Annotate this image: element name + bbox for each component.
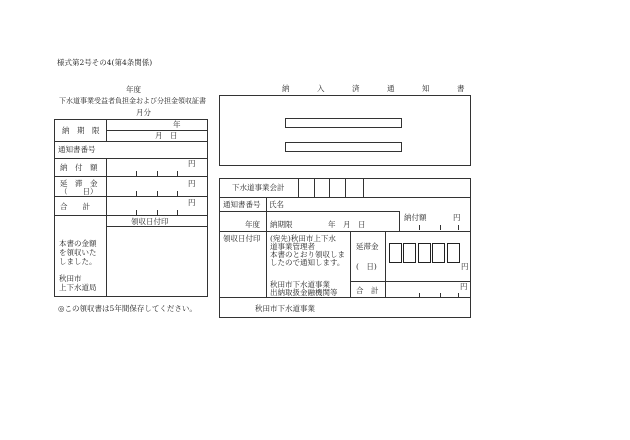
col-line bbox=[399, 211, 400, 231]
account-label: 下水道事業会計 bbox=[232, 183, 285, 192]
notice-footer: 秋田市下水道事業 bbox=[255, 304, 315, 313]
late-fee-label: 延 滞 金 bbox=[60, 179, 98, 188]
col-line bbox=[350, 231, 351, 297]
bank-text-2: 出納取扱金融機関等 bbox=[270, 288, 338, 297]
payment-amount-label: 納 付 額 bbox=[60, 163, 98, 172]
row-line bbox=[219, 231, 471, 232]
total-label: 合 計 bbox=[60, 202, 90, 211]
row-line bbox=[54, 158, 208, 159]
notice-year-label: 年度 bbox=[245, 220, 260, 229]
notice-text-4: したので通知します。 bbox=[270, 258, 345, 267]
amount-tick bbox=[177, 210, 178, 215]
notice-title: 納 入 済 通 知 書 bbox=[282, 84, 475, 93]
amount-tick bbox=[157, 171, 158, 176]
due-label: 納 期 限 bbox=[62, 126, 100, 135]
amount-tick bbox=[419, 225, 420, 230]
notice-top-box bbox=[219, 95, 471, 166]
digit-box bbox=[403, 243, 416, 263]
receipt-installment: 月分 bbox=[136, 108, 151, 117]
row-line bbox=[54, 196, 208, 197]
amount-tick bbox=[177, 191, 178, 196]
notice-due-date: 年 月 日 bbox=[328, 220, 366, 229]
row-line bbox=[54, 215, 208, 216]
notice-text-2: 道事業管理者 bbox=[270, 242, 315, 251]
account-cell-line bbox=[345, 178, 346, 197]
received-line-1: 本書の金額 bbox=[59, 239, 97, 248]
digit-box bbox=[389, 243, 402, 263]
amount-tick bbox=[136, 210, 137, 215]
amount-tick bbox=[136, 191, 137, 196]
row-line bbox=[219, 197, 471, 198]
amount-tick bbox=[440, 225, 441, 230]
col-line bbox=[266, 197, 267, 297]
payment-yen: 円 bbox=[188, 159, 196, 168]
receipt-title: 下水道事業受益者負担金および分担金領収証書 bbox=[59, 97, 206, 105]
digit-box bbox=[418, 243, 431, 263]
amount-tick bbox=[177, 171, 178, 176]
notice-text-3: 本書のとおり領収しま bbox=[270, 250, 345, 259]
notice-stamp-label: 領収日付印 bbox=[223, 234, 261, 243]
digit-box bbox=[447, 243, 460, 263]
issuer-line-2: 上下水道局 bbox=[59, 283, 97, 292]
name-field bbox=[285, 142, 402, 152]
row-line bbox=[106, 226, 208, 227]
name-label: 氏名 bbox=[269, 200, 284, 209]
total-yen: 円 bbox=[188, 198, 196, 207]
row-line bbox=[54, 176, 208, 177]
receipt-stamp-label: 領収日付印 bbox=[131, 217, 169, 226]
account-cell-line bbox=[329, 178, 330, 197]
notice-late-fee-label: 延滞金 bbox=[356, 242, 379, 251]
receipt-year-label: 年度 bbox=[126, 85, 141, 94]
row-line bbox=[219, 297, 471, 298]
digit-box bbox=[432, 243, 445, 263]
account-cell-line bbox=[298, 178, 299, 197]
notice-due-label: 納期限 bbox=[270, 220, 293, 229]
notice-text-1: (宛先)秋田市上下水 bbox=[270, 234, 336, 243]
due-year: 年 bbox=[173, 120, 181, 129]
notice-payment-label: 納付額 bbox=[404, 213, 427, 222]
notice-no-label-r: 通知書番号 bbox=[223, 200, 261, 209]
amount-tick bbox=[458, 225, 459, 230]
bank-text-1: 秋田市下水道事業 bbox=[270, 280, 330, 289]
notice-payment-yen: 円 bbox=[453, 213, 461, 222]
account-cell-line bbox=[363, 178, 364, 197]
late-fee-days: （ 日） bbox=[60, 187, 98, 196]
account-cell-line bbox=[314, 178, 315, 197]
row-line bbox=[219, 211, 399, 212]
amount-tick bbox=[157, 191, 158, 196]
col-line bbox=[385, 231, 386, 297]
col-line bbox=[106, 119, 107, 141]
form-label: 様式第2号その4(第4条関係) bbox=[57, 58, 153, 67]
address-field bbox=[285, 118, 402, 128]
amount-tick bbox=[136, 171, 137, 176]
received-line-2: を領収いた bbox=[59, 248, 97, 257]
row-line bbox=[350, 281, 471, 282]
late-fee-yen: 円 bbox=[188, 179, 196, 188]
col-line bbox=[106, 158, 107, 296]
notice-total-label: 合 計 bbox=[356, 286, 379, 295]
received-line-3: しました。 bbox=[59, 257, 97, 266]
notice-total-yen: 円 bbox=[460, 282, 468, 291]
notice-late-fee-days: ( 日) bbox=[356, 262, 377, 271]
retention-note: ◎この領収書は5年間保存してください。 bbox=[58, 304, 197, 313]
due-month-day: 月 日 bbox=[155, 131, 178, 140]
amount-tick bbox=[157, 210, 158, 215]
row-line bbox=[54, 141, 208, 142]
notice-late-fee-yen: 円 bbox=[461, 262, 469, 271]
issuer-line-1: 秋田市 bbox=[59, 274, 82, 283]
notice-no-label: 通知書番号 bbox=[58, 145, 96, 154]
